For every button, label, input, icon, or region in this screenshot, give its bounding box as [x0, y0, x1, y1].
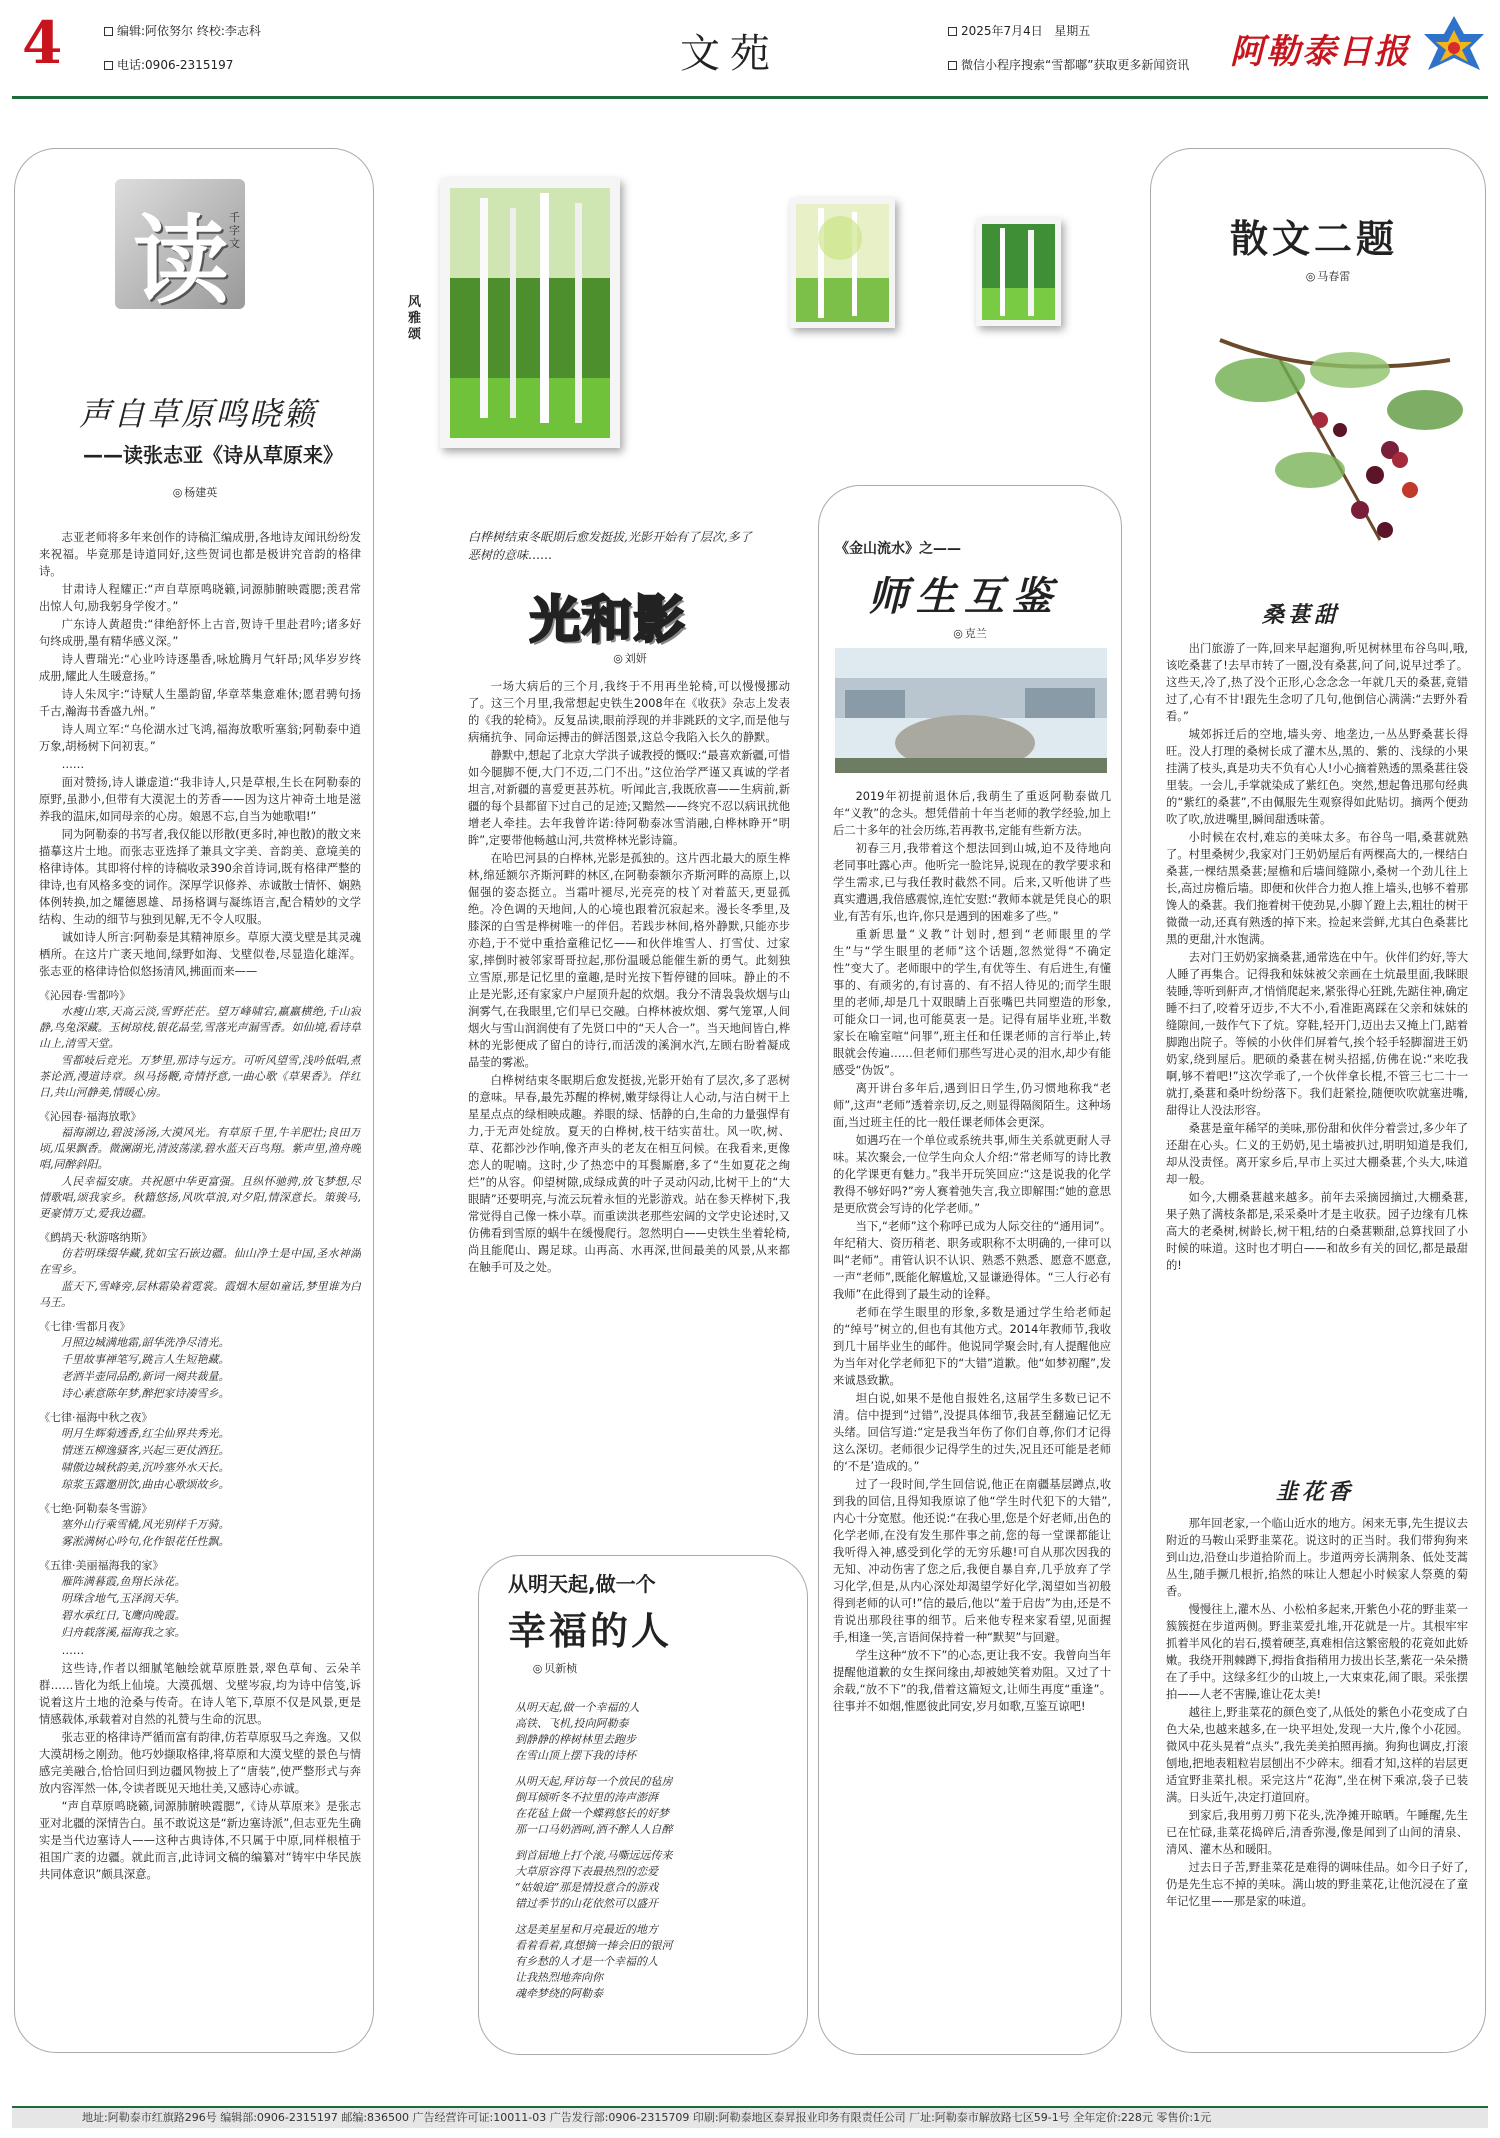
article-title-4: 散文二题	[1230, 217, 1399, 261]
essay-subtitle-2: 韭花香	[1276, 1479, 1355, 1505]
paragraph: ……	[61, 1644, 85, 1657]
paragraph: 学生这种“放不下”的心态,更让我不安。我曾向当年提醒他道歉的女生探问缘由,却被她笑着劝阻。又过了十余载,“放不下”的我,借着这篇短文,让师生再度“重逢”。往事并不如烟,惟愿彼此同安,岁月如歌,互鉴互谅吧!	[833, 1649, 1111, 1713]
poem-line: 在雪山顶上摆下我的诗杯	[515, 1749, 636, 1762]
poem-line: 月照边城满地霜,韶华洗净尽清光。	[61, 1336, 230, 1349]
poem-line: 福海湖边,碧波汤汤,大漠风光。有草原千里,牛羊肥壮;良田万顷,瓜果飘香。微澜湖光,清波荡漾,碧水蓝天百鸟翔。紫声里,渔舟晚唱,同醉斜阳。	[39, 1126, 361, 1171]
editor-text: 编辑:阿依努尔 终校:李志科	[117, 24, 261, 38]
poem-title: 《沁园春·雪都吟》	[39, 989, 131, 1002]
poem-line: 蓝天下,雪峰旁,层林霜染着霓裳。霞烟木屋如童话,梦里谁为白马王。	[39, 1280, 361, 1309]
paragraph: 去对门王奶奶家摘桑葚,通常选在中午。伙伴们约好,等大人睡了再集合。记得我和妹妹被父亲画在土炕最里面,我眯眼装睡,等听到鼾声,才悄悄爬起来,紧张得心狂跳,先踮住神,确定睡不扫了,咬着牙迈步,不大不小,看准距离踩在父亲和妹妹的缝隙间,一鼓作气下了炕。穿鞋,轻开门,迈出去又掩上门,踮着脚跑出院子。等候的小伙伴们屏着气,挨个轻手轻脚溜进王奶奶家,绕到屋后。肥硕的桑葚在树头招摇,仿佛在说:“来吃我啊,够不着吧!”这次学乖了,一个伙伴拿长棍,不管三七二十一就打,桑葚和桑叶纷纷落下。我们赶紧捡,随便吹吹就塞进嘴,甜得让人没法形容。	[1166, 951, 1468, 1117]
article-title-2: 光和影	[530, 591, 686, 649]
paragraph: 2019年初提前退休后,我萌生了重返阿勒泰做几年“义教”的念头。想凭借前十年当老师的教学经验,加上后二十多年的社会历练,若再教书,定能有些新方法。	[833, 790, 1111, 837]
poem-line: 归舟载落溪,福海我之家。	[61, 1626, 186, 1639]
poem-line: 琼浆玉露邀朋饮,曲由心歌颂故乡。	[61, 1478, 230, 1491]
poem-line: 错过季节的山花依然可以盛开	[515, 1897, 658, 1910]
paragraph: 重新思量“义教”计划时,想到“老师眼里的学生”与“学生眼里的老师”这个话题,忽然觉得“不确定性”变大了。老师眼中的学生,有优等生、有后进生,有懂事的、有顽劣的,有讨喜的、有不招人待见的;而学生眼里的老师,却是几十双眼睛上百张嘴巴共同塑造的形象,可能众口一词,也可能莫衷一是。记得有届毕业班,半数家长在喻室喧“问罪”,班主任和任课老师的言行举止,转眼就会传遍……但老师们那些写进心灵的泪水,却少有能感受“伪饭”。	[833, 928, 1111, 1077]
paragraph: 张志亚的格律诗严循而富有韵律,仿若草原驭马之奔逸。又似大漠胡杨之刚劲。他巧妙撷取格律,将草原和大漠戈壁的景色与情感完美融合,恰恰回归到边疆风物披上了“唐装”,使严整形式与奔放内容浑然一体,令读者既见天地壮美,又感诗心赤诚。	[39, 1731, 361, 1795]
poem-line: 让我热烈地奔向你	[515, 1971, 603, 1984]
paragraph: 志亚老师将多年来创作的诗稿汇编成册,各地诗友闻讯纷纷发来祝福。毕竟那是诗道同好,这些贺词也都是极讲究音韵的格律诗。	[39, 531, 361, 578]
poem-line: 这是美星星和月亮最近的地方	[515, 1923, 658, 1936]
poem-line: 看着看着,真想摘一捧会旧的银河	[515, 1939, 673, 1952]
section-title: 文苑	[680, 31, 780, 77]
paragraph: 诗人周立军:“乌伦湖水过飞鸿,福海放歌听塞翁;阿勒泰中逍万象,胡杨树下问初衷。”	[39, 723, 361, 753]
poem-title: 《七绝·阿勒泰冬雪游》	[39, 1502, 153, 1515]
birch-painting-1	[440, 178, 620, 448]
poem-line: 魂牵梦绕的阿勒泰	[515, 1987, 603, 2000]
paragraph: 坦白说,如果不是他自报姓名,这届学生多数已记不清。信中提到“过错”,没提具体细节,我甚至翻遍记忆无头绪。回信写道:“定是我当年伤了你们自尊,你们才记得这么深切。老师很少记得学生的过失,况且还可能是老师的‘不是’造成的。”	[833, 1392, 1111, 1473]
poem-line: 雪都岐后竞光。万梦里,那诗与远方。可听风望雪,浅吟低唱,煮茶论酒,漫道诗章。纵马扬鞭,奇情抒意,一曲心歌《草果香》。伴红日,共山河静美,情暖心房。	[39, 1054, 361, 1099]
mulberry-painting	[1200, 300, 1470, 580]
paragraph: 那年回老家,一个临山近水的地方。闲来无事,先生提议去附近的马鞍山采野韭菜花。说这时的正当时。我们带狗狗来到山边,沿登山步道拾阶而上。步道两旁长满荆条、低处芠蒿丛生,随手撅几根折,掐然的味让人想起小时候家人祭奠的菊香。	[1166, 1517, 1468, 1598]
paragraph: 过了一段时间,学生回信说,他正在南疆基层蹲点,收到我的回信,且得知我原谅了他“学生时代犯下的大错”,内心十分宽慰。他还说:“在我心里,您是个好老师,出色的化学老师,在没有发生那件事之前,您的每一堂课都能让我听得入神,感受到化学的无穷乐趣!可自从那次因我的无知、冲动伤害了您之后,我便自暴自弃,几乎放弃了学习化学,但是,从内心深处却渴望学好化学,渴望如当初般得到老师的认可!”信的最后,他以“羞于启齿”为由,还是不肯说出那段往事的细节。后来他专程来家看望,见面握手,相逢一笑,言语间保持着一种“默契”与回避。	[833, 1478, 1111, 1644]
paragraph: 到家后,我用剪刀剪下花头,洗净摊开晾晒。午睡醒,先生已在忙碌,韭菜花捣碎后,清香弥漫,像是闻到了山间的清泉、清风、灌木丛和暖阳。	[1166, 1809, 1468, 1856]
poem-body	[515, 1700, 795, 2012]
paragraph: 甘肃诗人程耀正:“声自草原鸣晓籁,词源肺腑映霞腮;羡君常出惊人句,励我躬身学俊才。”	[39, 583, 361, 613]
paragraph: 诗人朱凤宇:“诗赋人生墨韵留,华章萃集意难休;愿君骋句扬千古,瀚海书香盛九州。”	[39, 688, 361, 718]
poem-line: 从明天起,做一个幸福的人	[515, 1701, 640, 1714]
poem-title: 《七律·雪都月夜》	[39, 1320, 131, 1333]
paragraph: 广东诗人黄超贵:“律绝舒怀上古音,贺诗千里赴君吟;诸多好句终成册,墨有精华感义深。”	[39, 618, 361, 648]
paragraph: 小时候在农村,难忘的美味太多。布谷鸟一唱,桑葚就熟了。村里桑树少,我家对门王奶奶屋后有两棵高大的,一棵结白桑葚,一棵结黑桑葚;屋檐和后墙间缝隙小,桑树一个劲儿往上长,高过房檐后墙。即便和伙伴合力抱人推上墙头,也够不着那馋人的桑葚。我们拖着树干使劲晃,小脚丫蹬上去,粗壮的树干微微一动,还真有熟透的掉下来。捡起来尝鲜,尤其白色桑葚比黑的更甜,汁水饱满。	[1166, 831, 1468, 946]
paragraph: 诚如诗人所言:阿勒泰是其精神原乡。草原大漠戈壁是其灵魂栖所。在这片广袤天地间,绿野如海、戈壁似卷,尽显造化雄浑。张志亚的格律诗恰似悠扬清风,拂面而来——	[39, 931, 361, 978]
poem-title: 《七律·福海中秋之夜》	[39, 1411, 153, 1424]
wechat-info	[948, 56, 1189, 73]
poem-line: 千里故事禅笔写,跳言人生短艳藏。	[61, 1353, 230, 1366]
paragraph: 城郊拆迁后的空地,墙头旁、地垄边,一丛丛野桑葚长得旺。没人打理的桑树长成了灌木丛,黑的、紫的、浅绿的小果挂满了枝头,真是功夫不负有心人!小心摘着熟透的黑桑葚往袋里装。一会儿,手掌就染成了紫红色。突然,想起鲁迅那句经典的“紫红的桑葚”,不由佩服先生观察得如此贴切。摘两个便劲吹了吹,放进嘴里,瞬间甜透味蕾。	[1166, 728, 1468, 826]
article-lead: 白桦树结束冬眠期后愈发挺拔,光影开始有了层次,多了恶树的意味……	[468, 530, 752, 562]
date-info	[948, 22, 1090, 39]
poem-line: 人民幸福安康。共祝愿中华更富强。且纵怀驰骋,放飞梦想,尽情歌唱,颂我家乡。秋籍悠扬,风吹草浪,对夕阳,情深意长。策骏马,更豪情万丈,爱我边疆。	[39, 1175, 361, 1220]
poem-line: 水瘦山寒,天高云淡,雪野茫茫。望万峰啸宕,羸羸横绝,千山寂静,鸟兔深藏。玉树琼枝,银花晶莹,雪落光声漏雪香。如仙境,看诗草山上,清雪天堂。	[39, 1005, 361, 1050]
poem-stanza	[515, 1700, 795, 1764]
article-author-4: ◎ 马春雷	[1278, 268, 1378, 284]
painting-frame-3	[976, 218, 1061, 326]
article-body	[39, 529, 361, 2039]
poem-title: 《沁园春·福海放歌》	[39, 1110, 142, 1123]
phone-info	[104, 56, 233, 73]
column-reading-review	[14, 148, 374, 2053]
paragraph: 诗人曹瑞光:“心业吟诗逐墨香,咏尬腾月气轩昂;风华岁岁终成册,耀此人生暖意扬。”	[39, 653, 361, 683]
paragraph: ……	[61, 758, 85, 771]
poem-line: 高铁、飞机,投向阿勒泰	[515, 1717, 629, 1730]
poem-line: “姑娘追”那是情投意合的游戏	[515, 1881, 659, 1894]
poem-title: 《鹧鸪天·秋游喀纳斯》	[39, 1231, 153, 1244]
paragraph: 白桦树结束冬眠期后愈发挺拔,光影开始有了层次,多了恶树的意味。早春,最先苏醒的桦树,嫩芽绿得让人心动,与洁白树干上星星点点的绿相映成趣。养眼的绿、恬静的白,生命的力量强悍有力,于无声处绽放。夏天的白桦树,枝干结实苗壮。风一吹,树、草、花都沙沙作响,像齐声头的老友在相互问候。在我看来,更像恋人的呢喃。这时,少了热恋中的耳鬓厮磨,多了“生如夏花之绚烂”的从容。仰望树隙,成绿成黄的叶子灵动闪动,比树干上的“大眼睛”还要明亮,与流云玩着永恒的光影游戏。站在参天桦树下,我常觉得自己像一株小草。而重读洪老那些宏阔的文学史论述时,又仿佛看到雪原的蜗牛在缓慢爬行。忽然明白——史铁生坐着轮椅,尚且能爬山、踢足球。山再高、水再深,世间最美的风景,从来都在触手可及之处。	[468, 1074, 790, 1274]
paragraph: 这些诗,作者以细腻笔触绘就草原胜景,翠色草甸、云朵羊群……皆化为纸上仙境。大漠孤烟、戈壁岑寂,均为诗中信笺,诉说着这片土地的沧桑与传奇。在诗人笔下,草原不仅是风景,更是情感载体,承载着对自然的礼赞与生命的沉思。	[39, 1662, 361, 1726]
painting-caption: 风雅颂	[408, 295, 422, 342]
paragraph: 出门旅游了一阵,回来早起遛狗,听见树林里布谷鸟叫,哦,该吃桑葚了!去早市转了一圈,没有桑葚,问了问,说早过季了。这些天,冷了,热了没个正形,心念念念一年就几天的桑葚,竟错过了,心有不甘!跟先生念叨了几句,他倒信心满满:“去野外看看。”	[1166, 642, 1468, 723]
paragraph: 老师在学生眼里的形象,多数是通过学生给老师起的“绰号”树立的,但也有其他方式。2014年教师节,我收到几十届毕业生的邮件。他说同学聚会时,有人提醒他应为当年对化学老师犯下的“大错”道歉。他“如梦初醒”,发来诚恳致歉。	[833, 1306, 1111, 1387]
poem-line: 情迷五柳逸骚客,兴起三更仗酒狂。	[61, 1444, 230, 1457]
poem-line: 明珠含地气,玉泽润天华。	[61, 1592, 186, 1605]
poem-stanza	[515, 1774, 795, 1838]
article-author: ◎ 杨建英	[145, 484, 245, 500]
paragraph: 当下,“老师”这个称呼已成为人际交往的“通用词”。年纪稍大、资历稍老、职务或职称不太明确的,一律可以叫“老师”。甫管认识不认识、熟悉不熟悉、愿意不愿意,一声“老师”,既能化解尴尬,又显谦逊得体。“三人行必有我师”在此得到了最生动的诠释。	[833, 1220, 1111, 1301]
reading-banner-label: 千字文	[229, 211, 240, 250]
poem-stanza	[515, 1922, 795, 2002]
article-author-2: ◎ 刘妍	[580, 650, 680, 666]
reading-banner	[105, 179, 255, 317]
poem-line: 到静静的桦树林里去跑步	[515, 1733, 636, 1746]
poem-line: 倒耳倾听冬不拉里的涛声澎湃	[515, 1791, 658, 1804]
paragraph: 越往上,野韭菜花的颜色变了,从低处的紫色小花变成了白色大朵,也越来越多,在一块平坦处,发现一大片,像个小花园。微风中花头晃着“点头”,我先美美拍照再摘。狗狗也调皮,打滚刨地,把地表粗粒岩层刨出不少碎末。细看才知,这样的岩层更适宜野韭菜扎根。采完这片“花海”,坐在树下乘凉,袋子已装满。日头近午,决定打道回府。	[1166, 1706, 1468, 1804]
poem-line: 有乡愁的人才是一个幸福的人	[515, 1955, 658, 1968]
page-number: 4	[22, 9, 63, 77]
poem-line: 在花毡上做一个蝶鸦悠长的好梦	[515, 1807, 669, 1820]
poem-line: 雁阵满暮霞,鱼翔长泳花。	[61, 1575, 186, 1588]
article-body-3	[833, 788, 1111, 2038]
article-author-3: ◎ 克兰	[920, 625, 1020, 641]
paragraph: 离开讲台多年后,遇到旧日学生,仍习惯地称我“老师”,这声“老师”透着亲切,反之,则显得隔阂陌生。这种场面,当过班主任的比一般任课老师体会更深。	[833, 1082, 1111, 1129]
poem-line: 明月生辉菊透香,红尘仙界共秀光。	[61, 1427, 230, 1440]
footer-bar	[12, 2106, 1488, 2128]
masthead: 阿勒泰日报	[1230, 32, 1410, 72]
poem-line: 碧水承红日,飞鹰向晚霞。	[61, 1609, 186, 1622]
phone-text: 电话:0906-2315197	[117, 58, 234, 72]
article-subtitle: ——读张志亚《诗从草原来》	[83, 443, 343, 467]
paragraph: 桑葚是童年稀罕的美味,那份甜和伙伴分着尝过,多少年了还甜在心头。仁义的王奶奶,见土墙被扒过,明明知道是我们,却从没责怪。离开家乡后,早市上买过大棚桑葚,个头大,味道却一般。	[1166, 1122, 1468, 1186]
poem-line: 啸傲边城秋韵美,沉吟塞外水天长。	[61, 1461, 230, 1474]
series-label: 《金山流水》之——	[835, 541, 961, 557]
poem-line: 大草原容得下表最热烈的恋爱	[515, 1865, 658, 1878]
paragraph: 一场大病后的三个月,我终于不用再坐轮椅,可以慢慢挪动了。这三个月里,我常想起史铁生2008年在《收获》杂志上发表的《我的轮椅》。反复品读,眼前浮现的并非跳跃的文字,而是他与病痛抗争、同命运搏击的鲜活图景,这总令我陷入长久的静默。	[468, 680, 790, 744]
editor-info	[104, 22, 261, 39]
article-title-3: 师生互鉴	[868, 573, 1060, 620]
paragraph: 同为阿勒泰的书写者,我仅能以形散(更多时,神也散)的散文来描摹这片土地。而张志亚选择了兼具文字美、音韵美、意境美的格律诗体。其即将付梓的诗稿收录390余首诗词,既有格律严整的律诗,也有风格多变的词作。深厚学识修养、赤诚散士情怀、娴熟体例转换,加之耀德恩雄、昂扬格调与凝练语言,配合精妙的文学结构、生动的细节与独到见解,无不令人叹服。	[39, 828, 361, 926]
campus-photo	[835, 648, 1107, 773]
reading-banner-char: 读	[133, 204, 229, 317]
header-rule	[12, 96, 1488, 99]
paragraph: 在哈巴河县的白桦林,光影是孤独的。这片西北最大的原生桦林,绵延额尔齐斯河畔的林区,在阿勒泰额尔齐斯河畔的高原上,以倔强的姿态挺立。当霜叶褪尽,光亮亮的枝丫对着蓝天,更显孤绝。冷色调的天地间,人的心境也跟着沉寂起来。漫长冬季里,及膝深的白雪是桦树唯一的伴侣。若践步林间,格外静默,只能亦步亦趋,于不觉中重拾童稚记忆——和伙伴堆雪人、打雪仗、过家家,摔倒时被邻家哥哥拉起,那份温暖总能催生新的勇气。此刻独立雪原,那是记忆里的童趣,是时光按下暂停键的回味。静止的不止是光影,还有家家户户屋顶升起的炊烟。我分不清袅袅炊烟与山涧雾气,在我眼里,它们早已交融。白桦林被炊烟、雾气笼罩,人间烟火与雪山润润使有了先贤口中的“天人合一”。当天地间皆白,桦林的光影便成了留白的诗行,而活泼的溪涧水汽,左顾右盼着凝成晶莹的雾凇。	[468, 852, 790, 1069]
article-title: 声自草原鸣晓籁	[78, 395, 317, 433]
wechat-text: 微信小程序搜索“雪都嘟”获取更多新闻资讯	[961, 58, 1190, 72]
poem-stanza	[515, 1848, 795, 1912]
poem-line: 那一口马奶酒呵,酒不醉人人自醉	[515, 1823, 673, 1836]
footer-text: 地址:阿勒泰市红旗路296号 编辑部:0906-2315197 邮编:836500 广告经营许可证:10011-03 广告发行部:0906-2315709 印刷:阿勒泰地区泰昇报业印务有限责任公司 厂址:阿勒泰市解放路七区59-1号 全年定价:228元 零售价:1元	[82, 2111, 1212, 2124]
birch-painting-3	[976, 218, 1061, 326]
poem-line: 仿若明珠缀华藏,犹如宝石嵌边疆。仙山净土是中国,圣水神湖在雪乡。	[39, 1247, 361, 1276]
paragraph: 初春三月,我带着这个想法回到山城,迫不及待地向老同事吐露心声。他听完一脸诧异,说现在的教学要求和学生需求,已与我任教时截然不同。后来,又听他讲了些真实遭遇,我倍感震惊,连忙安慰:“教师本就是凭良心的职业,有苦有乐,也许,你只是遇到的困难多了些。”	[833, 842, 1111, 923]
paragraph: “声自草原鸣晓籁,词源肺腑映霞腮”,《诗从草原来》是张志亚对北疆的深情告白。虽不敢说这是“新边塞诗派”,但志亚先生确实是当代边塞诗人——这种古典诗体,不只属于中原,同样根植于祖国广袤的边疆。就此而言,此诗词文稿的编纂对“铸牢中华民族共同体意识”颇具深意。	[39, 1800, 361, 1881]
poem-title: 《五律·美丽福海我的家》	[39, 1559, 164, 1572]
paragraph: 如遇巧在一个单位或系统共事,师生关系就更耐人寻味。某次聚会,一位学生向众人介绍:“常老师写的诗比教的化学课更有魅力。”我半开玩笑回应:“这是说我的化学教得不够好吗?”旁人赛着弛失言,我立即解围:“她的意思是更欣赏会写诗的化学老师。”	[833, 1134, 1111, 1215]
essay-subtitle-1: 桑葚甜	[1262, 602, 1341, 628]
poem-line: 塞外山行乘雪橇,风光别样千万骑。	[61, 1518, 230, 1531]
paragraph: 静默中,想起了北京大学洪子诚教授的慨叹:“最喜欢新疆,可惜如今腿脚不便,大门不迈,二门不出。”这位治学严谨又真诚的学者坦言,对新疆的喜爱更甚苏杭。听闻此言,我既欣喜——生病前,新疆的每个县都留下过自己的足迹;又黯然——终究不忍以病讯扰他增老人牵挂。去年我曾许诺:待阿勒泰冰雪消融,白桦林睁开“明眸”,定要带他畅越山河,共赏桦林光影诗篇。	[468, 749, 790, 847]
paragraph: 如今,大棚桑葚越来越多。前年去采摘园摘过,大棚桑葚,果子熟了满枝条都是,采采桑叶才是主收获。园子边缘有几株高大的老桑树,树龄长,树干粗,结的白桑葚颗甜,总算找回了小时候的味道。这时也才明白——和故乡有关的回忆,都是最甜的!	[1166, 1191, 1468, 1272]
poem-line: 诗心素意陈年梦,醉把家诗凑雪乡。	[61, 1387, 230, 1400]
date-text: 2025年7月4日	[961, 24, 1043, 38]
birch-painting-2	[790, 198, 895, 328]
poem-line: 老酒半壶同品酌,新词一阕共裁量。	[61, 1370, 230, 1383]
essay-body-1	[1166, 640, 1468, 1440]
painting-frame-2	[790, 198, 895, 328]
poem-kicker: 从明天起,做一个	[508, 1572, 656, 1596]
weekday-text: 星期五	[1054, 24, 1091, 38]
poem-line: 从明天起,拜访每一个放民的毡房	[515, 1775, 673, 1788]
poem-line: 到首届地上打个滚,马嘶远远传来	[515, 1849, 673, 1862]
newspaper-logo-icon	[1418, 12, 1490, 84]
paragraph: 面对赞扬,诗人谦虚道:“我非诗人,只是草根,生长在阿勒泰的原野,虽渺小,但带有大漠泥土的芳香——因为这片神奇土地是滋养我的温床,如同母亲的心房。娘恩不忘,自当为她歌唱!”	[39, 776, 361, 823]
paragraph: 过去日子苦,野韭菜花是难得的调味佳品。如今日子好了,仍是先生忘不掉的美味。满山坡的野韭菜花,让他沉浸在了童年记忆里——那是家的味道。	[1166, 1861, 1468, 1908]
paragraph: 慢慢往上,灌木丛、小松柏多起来,开紫色小花的野韭菜一簇簇挺在步道两侧。野韭菜爱扎堆,开花就是一片。其根牢牢抓着半风化的岩石,摸着硬茎,真难相信这繁密般的花竟如此娇嫩。我绕开荆棘蹲下,拇指食指稍用力拔出长茎,紫花一朵朵攒在了手中。这绿多红少的山坡上,一大束束花,闹了眼。采张摆拍——人老不害臊,谁让花太美!	[1166, 1603, 1468, 1701]
painting-frame-1	[440, 178, 620, 448]
poem-line: 雾淞满树心吟句,化作银花任性飘。	[61, 1535, 230, 1548]
poem-author: ◎ 贝新桢	[505, 1660, 605, 1676]
poem-title: 幸福的人	[508, 1609, 673, 1653]
essay-body-2	[1166, 1515, 1468, 2040]
